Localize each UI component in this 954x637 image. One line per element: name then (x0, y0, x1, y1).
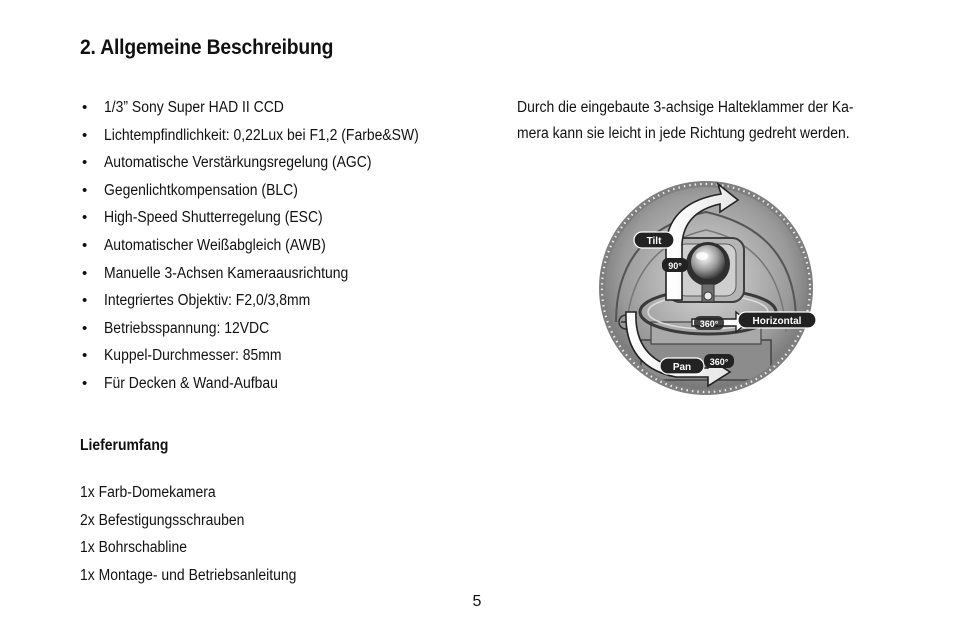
bullet-icon: • (82, 181, 88, 199)
feature-item: • High-Speed Shutterregelung (ESC) (80, 204, 454, 232)
description-paragraph (517, 95, 937, 147)
pan-label-tag (660, 358, 704, 374)
delivery-item: 1x Farb-Domekamera (80, 484, 216, 501)
feature-item: • Integriertes Objektiv: F2,0/3,8mm (80, 287, 454, 315)
delivery-item: 1x Bohrschabline (80, 539, 188, 556)
feature-item: • Gegenlichtkompensation (BLC) (80, 177, 454, 205)
delivery-item: 2x Befestigungsschrauben (80, 511, 245, 529)
description-line: Durch die eingebaute 3-achsige Halteklammer der Ka- (517, 99, 854, 116)
feature-item: • Lichtempfindlichkeit: 0,22Lux bei F1,2 (Farbe&SW) (80, 122, 454, 150)
tilt-label: Tilt (646, 236, 662, 247)
bullet-icon: • (82, 347, 88, 365)
pan-label: Pan (672, 362, 692, 373)
feature-item: • Automatischer Weißabgleich (AWB) (80, 232, 454, 260)
horizontal-angle: 360° (699, 319, 719, 329)
bullet-icon: • (82, 209, 88, 227)
bullet-icon: • (82, 374, 88, 392)
feature-item: • Manuelle 3-Achsen Kameraausrichtung (80, 260, 454, 288)
delivery-heading: Lieferumfang (80, 437, 169, 454)
pan-angle-tag (704, 354, 734, 368)
delivery-item: 1x Montage- und Betriebsanleitung (80, 566, 297, 584)
bullet-icon: • (82, 264, 88, 282)
section-title: 2. Allgemeine Beschreibung (80, 36, 334, 59)
feature-list (80, 94, 454, 398)
tilt-angle-tag (662, 258, 688, 272)
page-number: 5 (472, 593, 482, 610)
horizontal-angle-tag (694, 316, 724, 330)
camera-lens (691, 245, 725, 279)
tilt-angle: 90° (668, 261, 682, 271)
bullet-icon: • (82, 126, 88, 144)
pan-angle: 360° (709, 357, 729, 367)
bullet-icon: • (82, 154, 88, 172)
bullet-icon: • (82, 292, 88, 310)
dome-camera-illustration (596, 172, 818, 404)
bullet-icon: • (82, 99, 88, 116)
description-line: mera kann sie leicht in jede Richtung gedreht werden. (517, 125, 850, 142)
feature-item: • Kuppel-Durchmesser: 85mm (80, 342, 454, 370)
feature-item: • Für Decken & Wand-Aufbau (80, 370, 454, 398)
delivery-list (80, 479, 320, 589)
feature-item: • Automatische Verstärkungsregelung (AGC) (80, 149, 454, 177)
bullet-icon: • (82, 236, 88, 254)
feature-item: • 1/3” Sony Super HAD II CCD (80, 94, 454, 122)
horizontal-label: Horizontal (752, 316, 802, 327)
bullet-icon: • (82, 319, 88, 337)
horizontal-label-tag (738, 312, 816, 328)
feature-item: • Betriebsspannung: 12VDC (80, 315, 454, 343)
tilt-label-tag (634, 232, 674, 248)
